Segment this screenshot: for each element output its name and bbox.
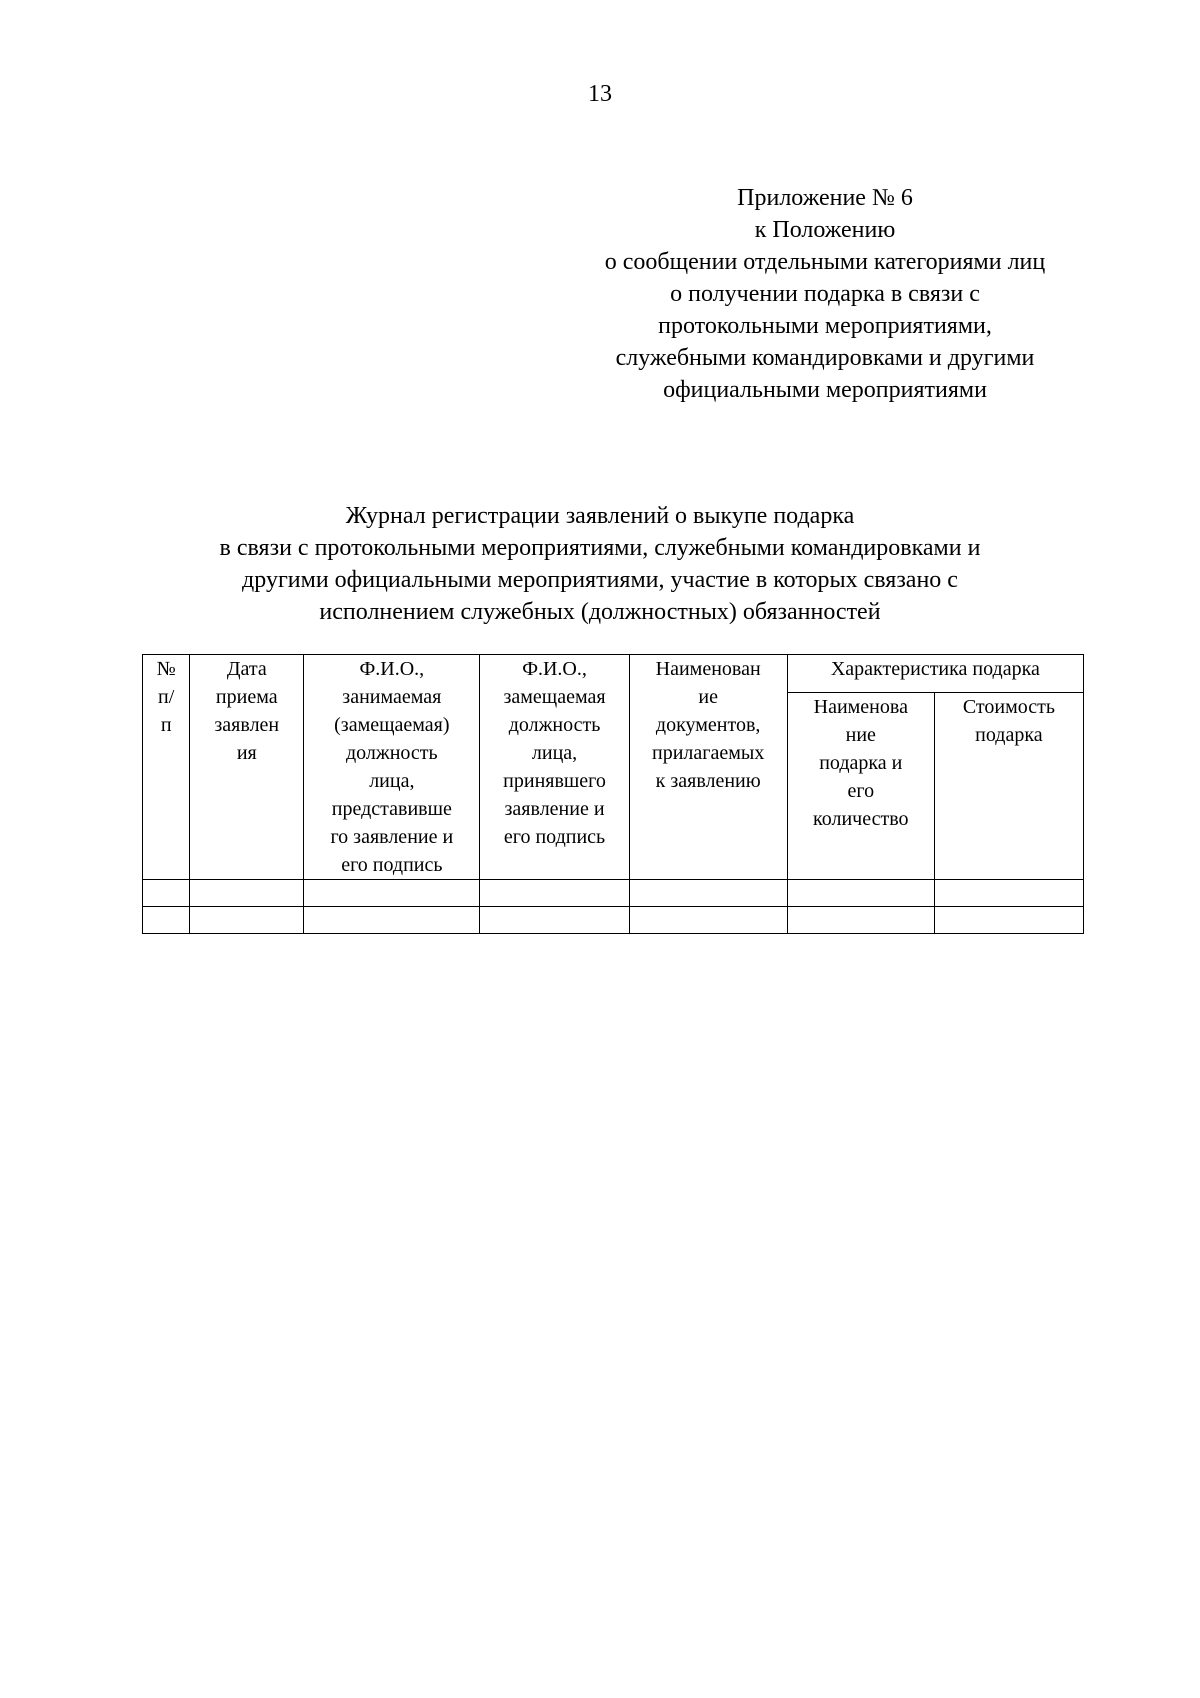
table-row (143, 880, 1084, 907)
header-line: Стоимость (962, 696, 1055, 719)
appendix-line: к Положению (754, 217, 896, 243)
appendix-line: служебными командировками и другими (615, 345, 1035, 371)
table-cell (304, 907, 480, 934)
header-line: должность (346, 742, 438, 764)
header-line: заявление и (504, 798, 605, 820)
table-cell (787, 880, 934, 907)
header-line: количество (813, 808, 909, 831)
journal-title-line: исполнением служебных (должностных) обязанностей (319, 599, 881, 625)
table-cell (143, 880, 190, 907)
header-line: п/ (158, 686, 175, 708)
header-line: (замещаемая) (334, 714, 450, 736)
register-table (142, 654, 1084, 934)
header-gift-group: Характеристика подарка (787, 655, 1083, 693)
table-row (143, 907, 1084, 934)
header-line: приема (215, 686, 278, 708)
table-cell (629, 907, 787, 934)
header-line: должность (508, 714, 601, 736)
header-gift-cost (934, 693, 1083, 880)
header-line: Наименован (655, 658, 761, 680)
journal-title-line: другими официальными мероприятиями, участие в которых связано с (242, 567, 958, 593)
header-line: ие (698, 686, 718, 708)
header-line: представивше (331, 798, 452, 820)
table-cell (934, 907, 1083, 934)
header-line: го заявление и (330, 826, 454, 848)
table-cell (143, 907, 190, 934)
header-line: замещаемая (503, 686, 606, 708)
register-table-body (143, 880, 1084, 934)
appendix-header (555, 182, 1095, 406)
table-cell (190, 880, 304, 907)
appendix-line: Приложение № 6 (737, 185, 913, 211)
appendix-line: о сообщении отдельными категориями лиц (604, 249, 1046, 275)
header-line: принявшего (503, 770, 606, 792)
header-line: Наименова (813, 696, 908, 719)
table-cell (934, 880, 1083, 907)
header-line: подарка и (819, 752, 903, 775)
appendix-line: о получении подарка в связи с (670, 281, 980, 307)
header-line: подарка (975, 724, 1043, 747)
header-line: прилагаемых (652, 742, 765, 764)
table-cell (480, 880, 629, 907)
header-line: документов, (655, 714, 761, 736)
header-fio-applicant (304, 655, 480, 880)
appendix-line: официальными мероприятиями (663, 377, 987, 403)
header-line: к заявлению (655, 770, 761, 792)
header-line: ние (845, 724, 876, 747)
header-line: лица, (531, 742, 578, 764)
header-fio-receiver (480, 655, 629, 880)
header-documents (629, 655, 787, 880)
header-date (190, 655, 304, 880)
header-line: п (160, 714, 172, 736)
header-line: ия (236, 742, 257, 764)
table-cell (787, 907, 934, 934)
table-cell (629, 880, 787, 907)
journal-title-line: Журнал регистрации заявлений о выкупе подарка (345, 503, 855, 529)
header-line: лица, (369, 770, 415, 792)
header-line: Дата (226, 658, 267, 680)
header-line: Ф.И.О., (359, 658, 425, 680)
table-cell (480, 907, 629, 934)
table-cell (190, 907, 304, 934)
header-no (143, 655, 190, 880)
page-number: 13 (588, 81, 612, 107)
header-gift-name (787, 693, 934, 880)
header-line: его подпись (341, 854, 443, 876)
table-cell (304, 880, 480, 907)
header-line: его (847, 780, 875, 803)
header-line: № (156, 658, 176, 680)
journal-title-line: в связи с протокольными мероприятиями, служебными командировками и (219, 535, 981, 561)
header-line: заявлен (214, 714, 280, 736)
appendix-line: протокольными мероприятиями, (658, 313, 992, 339)
journal-title (100, 500, 1100, 628)
header-line: его подпись (503, 826, 606, 848)
header-line: Ф.И.О., (522, 658, 587, 680)
header-line: занимаемая (342, 686, 442, 708)
